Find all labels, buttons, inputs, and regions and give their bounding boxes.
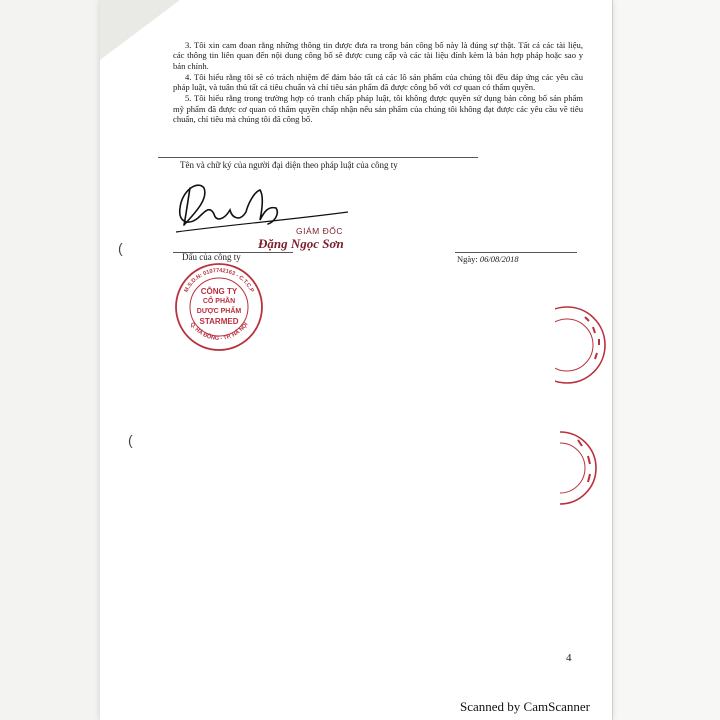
date-value: 06/08/2018	[479, 254, 519, 264]
folded-corner	[100, 0, 180, 60]
signer-title: GIÁM ĐỐC	[296, 226, 343, 236]
scanner-watermark: Scanned by CamScanner	[460, 699, 590, 714]
partial-seal-bottom	[560, 428, 600, 508]
declaration-clauses	[173, 40, 583, 125]
binding-mark-top: (	[118, 240, 123, 256]
date-label: Ngày:	[457, 254, 478, 264]
stamp-ring-bottom: Q. HÀ ĐÔNG - TP. HÀ NỘI	[188, 321, 250, 342]
date-line	[455, 252, 577, 253]
separator-line	[158, 157, 478, 158]
binding-mark-bottom: (	[128, 432, 133, 448]
date-field	[457, 254, 519, 264]
stamp-ring-top: M.S.D.N: 0107742163 - C.T.C.P	[183, 267, 255, 294]
clause-5: 5. Tôi hiểu rằng trong trường hợp có tranh chấp pháp luật, tôi không được quyền sử dụng bản công bố sản phẩm mỹ phẩm đã được cơ quan có thẩm quyền chấp nhận nếu sản phẩm của chúng tôi không đạt được các yêu cầu về tiêu chuẩn, chỉ tiêu mà chúng tôi đã công bố.	[173, 93, 583, 125]
stamp-line-1: CÔNG TY	[200, 287, 238, 296]
partial-seal-top	[555, 305, 615, 385]
page-number: 4	[566, 652, 572, 664]
clause-3: 3. Tôi xin cam đoan rằng những thông tin được đưa ra trong bản công bố này là đúng sự thật. Tất cả các tài liệu, các thông tin liên quan đến nội dung công bố sẽ được cung cấp và các tài liệu đính kèm là bản hợp pháp hoặc sao y bản chính.	[173, 40, 583, 71]
seal-label: Dấu của công ty	[182, 252, 241, 262]
stamp-center-text	[174, 262, 264, 352]
representative-label: Tên và chữ ký của người đại diện theo pháp luật của công ty	[180, 160, 398, 170]
stamp-line-3: DƯỢC PHẨM	[196, 308, 242, 315]
clause-4: 4. Tôi hiểu rằng tôi sẽ có trách nhiệm để đảm bảo tất cả các lô sản phẩm của chúng tôi đều đáp ứng các yêu cầu pháp luật, và tuân thủ tất cả tiêu chuẩn và chỉ tiêu sản phẩm đã được công bố với cơ quan có thẩm quyền.	[173, 71, 583, 93]
stamp-line-4: STARMED	[199, 317, 239, 326]
adjacent-page-edge	[612, 0, 720, 720]
signer-name: Đặng Ngọc Sơn	[258, 236, 344, 251]
stamp-line-2: CỔ PHẦN	[202, 298, 236, 305]
